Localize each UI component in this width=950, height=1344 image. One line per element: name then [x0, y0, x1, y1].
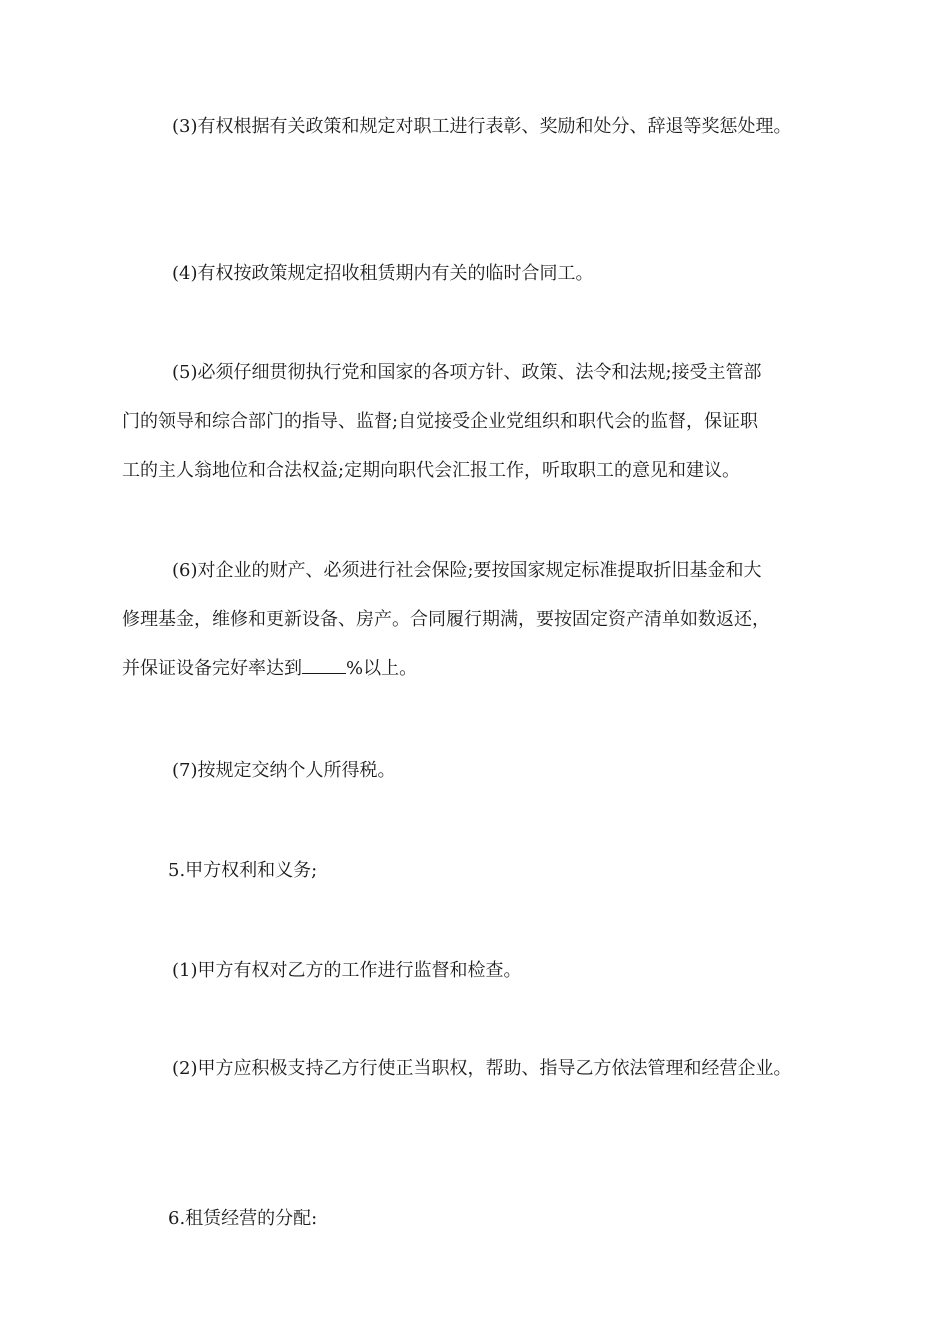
clause-7: [122, 746, 884, 795]
party-a-clause-2: [122, 1044, 884, 1093]
party-a-clause-1-line-1: (1)甲方有权对乙方的工作进行监督和检查。: [172, 960, 522, 981]
clause-6-line-3-text: 并保证设备完好率达到: [122, 658, 302, 679]
clause-7-line-1: (7)按规定交纳个人所得税。: [172, 760, 396, 781]
fill-in-blank: [302, 659, 346, 674]
party-a-clause-2-line-1: (2)甲方应积极支持乙方行使正当职权，帮助、指导乙方依法管理和经营企业。: [172, 1058, 792, 1079]
clause-4: [122, 249, 884, 298]
party-a-clause-1: [122, 946, 884, 995]
clause-6-line-1: (6)对企业的财产、必须进行社会保险;要按国家规定标准提取折旧基金和大: [172, 560, 762, 581]
clause-3: [122, 102, 884, 151]
clause-6-line-3-suffix: %以上。: [346, 658, 418, 679]
section-5-title: 5.甲方权利和义务;: [168, 860, 318, 881]
clause-5: [122, 348, 834, 495]
clause-5-line-2: 门的领导和综合部门的指导、监督;自觉接受企业党组织和职代会的监督，保证职: [122, 411, 759, 432]
clause-6-line-3: [122, 644, 834, 693]
clause-6-line-2: 修理基金，维修和更新设备、房产。合同履行期满，要按固定资产清单如数返还，: [122, 609, 770, 630]
section-6-heading: [122, 1194, 880, 1243]
clause-3-line-1: (3)有权根据有关政策和规定对职工进行表彰、奖励和处分、辞退等奖惩处理。: [172, 116, 792, 137]
section-5-heading: [122, 846, 880, 895]
section-6-title: 6.租赁经营的分配:: [168, 1208, 318, 1229]
clause-6: [122, 546, 834, 693]
clause-5-line-1: (5)必须仔细贯彻执行党和国家的各项方针、政策、法令和法规;接受主管部: [172, 362, 762, 383]
clause-4-line-1: (4)有权按政策规定招收租赁期内有关的临时合同工。: [172, 263, 594, 284]
clause-5-line-3: 工的主人翁地位和合法权益;定期向职代会汇报工作，听取职工的意见和建议。: [122, 460, 741, 481]
